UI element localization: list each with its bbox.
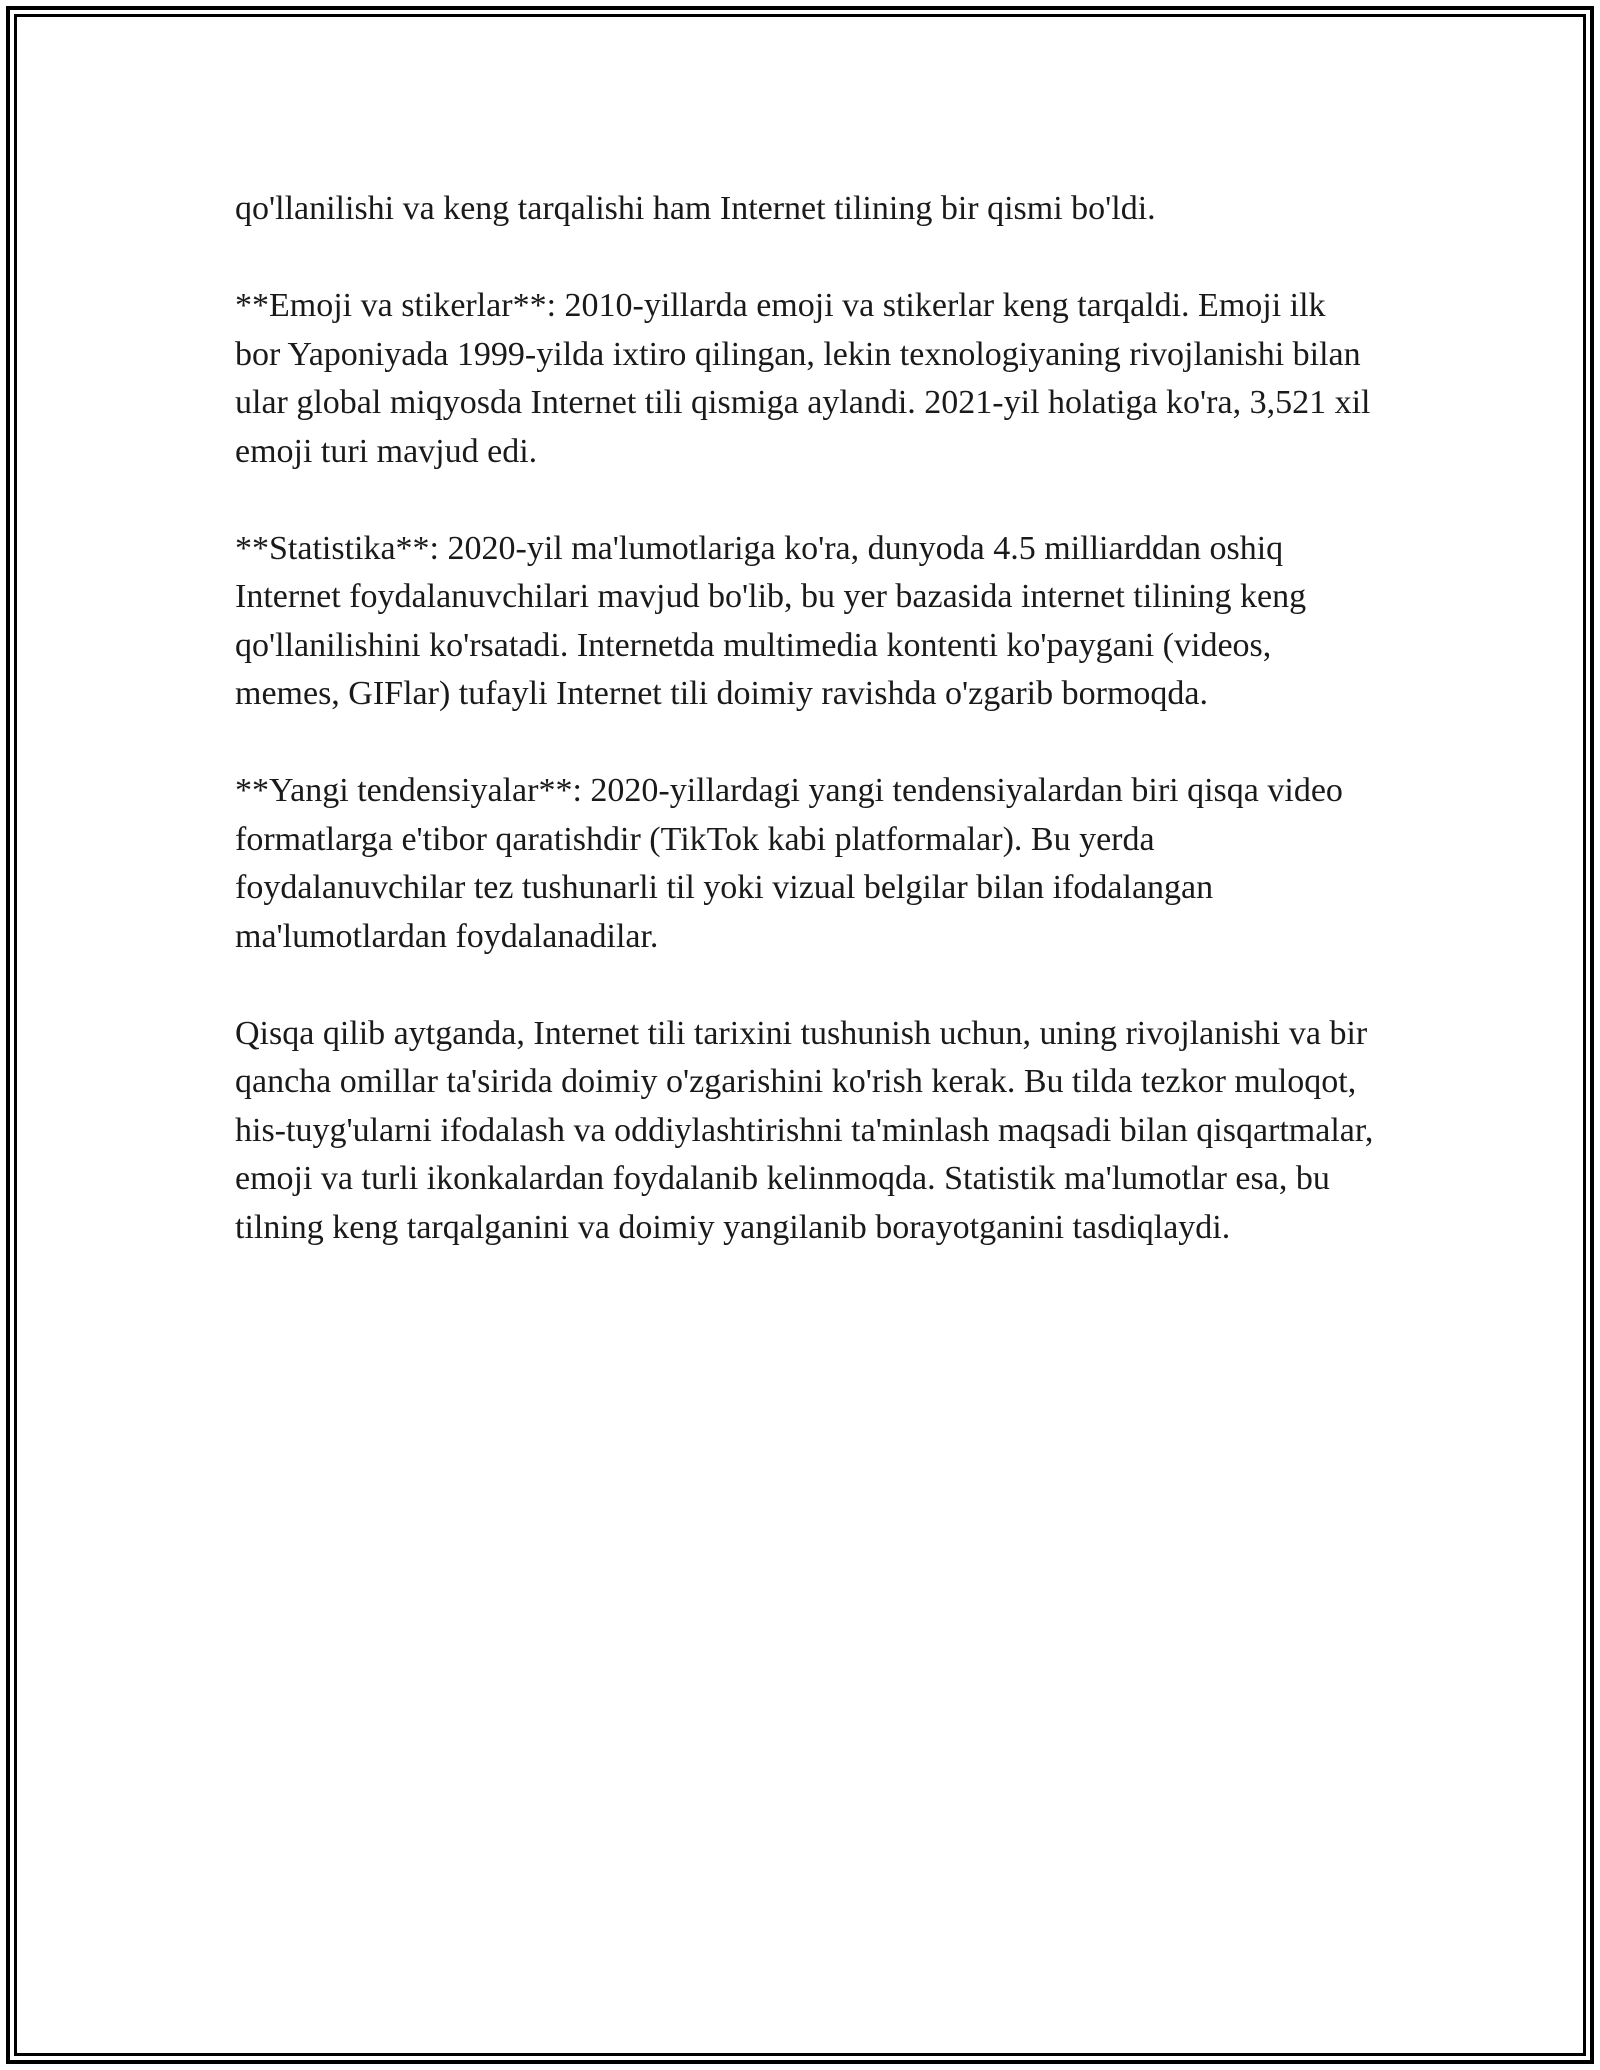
paragraph-continuation: qo'llanilishi va keng tarqalishi ham Internet tilining bir qismi bo'ldi. (235, 190, 1156, 227)
paragraph-new-trends: **Yangi tendensiyalar**: 2020-yillardagi yangi tendensiyalardan biri qisqa video formatlarga e'tibor qaratishdir (TikTok kabi platformalar). Bu yerda foydalanuvchilar tez tushunarli til yoki vizual belgilar bilan ifodalangan ma'lumotlardan foydalanadilar. (235, 772, 1343, 955)
document-body (235, 185, 1375, 1301)
paragraph-conclusion: Qisqa qilib aytganda, Internet tili tarixini tushunish uchun, uning rivojlanishi va bir qancha omillar ta'sirida doimiy o'zgarishini ko'rish kerak. Bu tilda tezkor muloqot, his-tuyg'ularni ifodalash va oddiylashtirishni ta'minlash maqsadi bilan qisqartmalar, emoji va turli ikonkalardan foydalanib kelinmoqda. Statistik ma'lumotlar esa, bu tilning keng tarqalganini va doimiy yangilanib borayotganini tasdiqlaydi. (235, 1014, 1374, 1246)
paragraph-statistics: **Statistika**: 2020-yil ma'lumotlariga ko'ra, dunyoda 4.5 milliarddan oshiq Internet foydalanuvchilari mavjud bo'lib, bu yer bazasida internet tilining keng qo'llanilishini ko'rsatadi. Internetda multimedia kontenti ko'paygani (videos, memes, GIFlar) tufayli Internet tili doimiy ravishda o'zgarib bormoqda. (235, 529, 1307, 712)
paragraph-emoji-stickers: **Emoji va stikerlar**: 2010-yillarda emoji va stikerlar keng tarqaldi. Emoji ilk bor Yaponiyada 1999-yilda ixtiro qilingan, lekin texnologiyaning rivojlanishi bilan ular global miqyosda Internet tili qismiga aylandi. 2021-yil holatiga ko'ra, 3,521 xil emoji turi mavjud edi. (235, 287, 1371, 470)
